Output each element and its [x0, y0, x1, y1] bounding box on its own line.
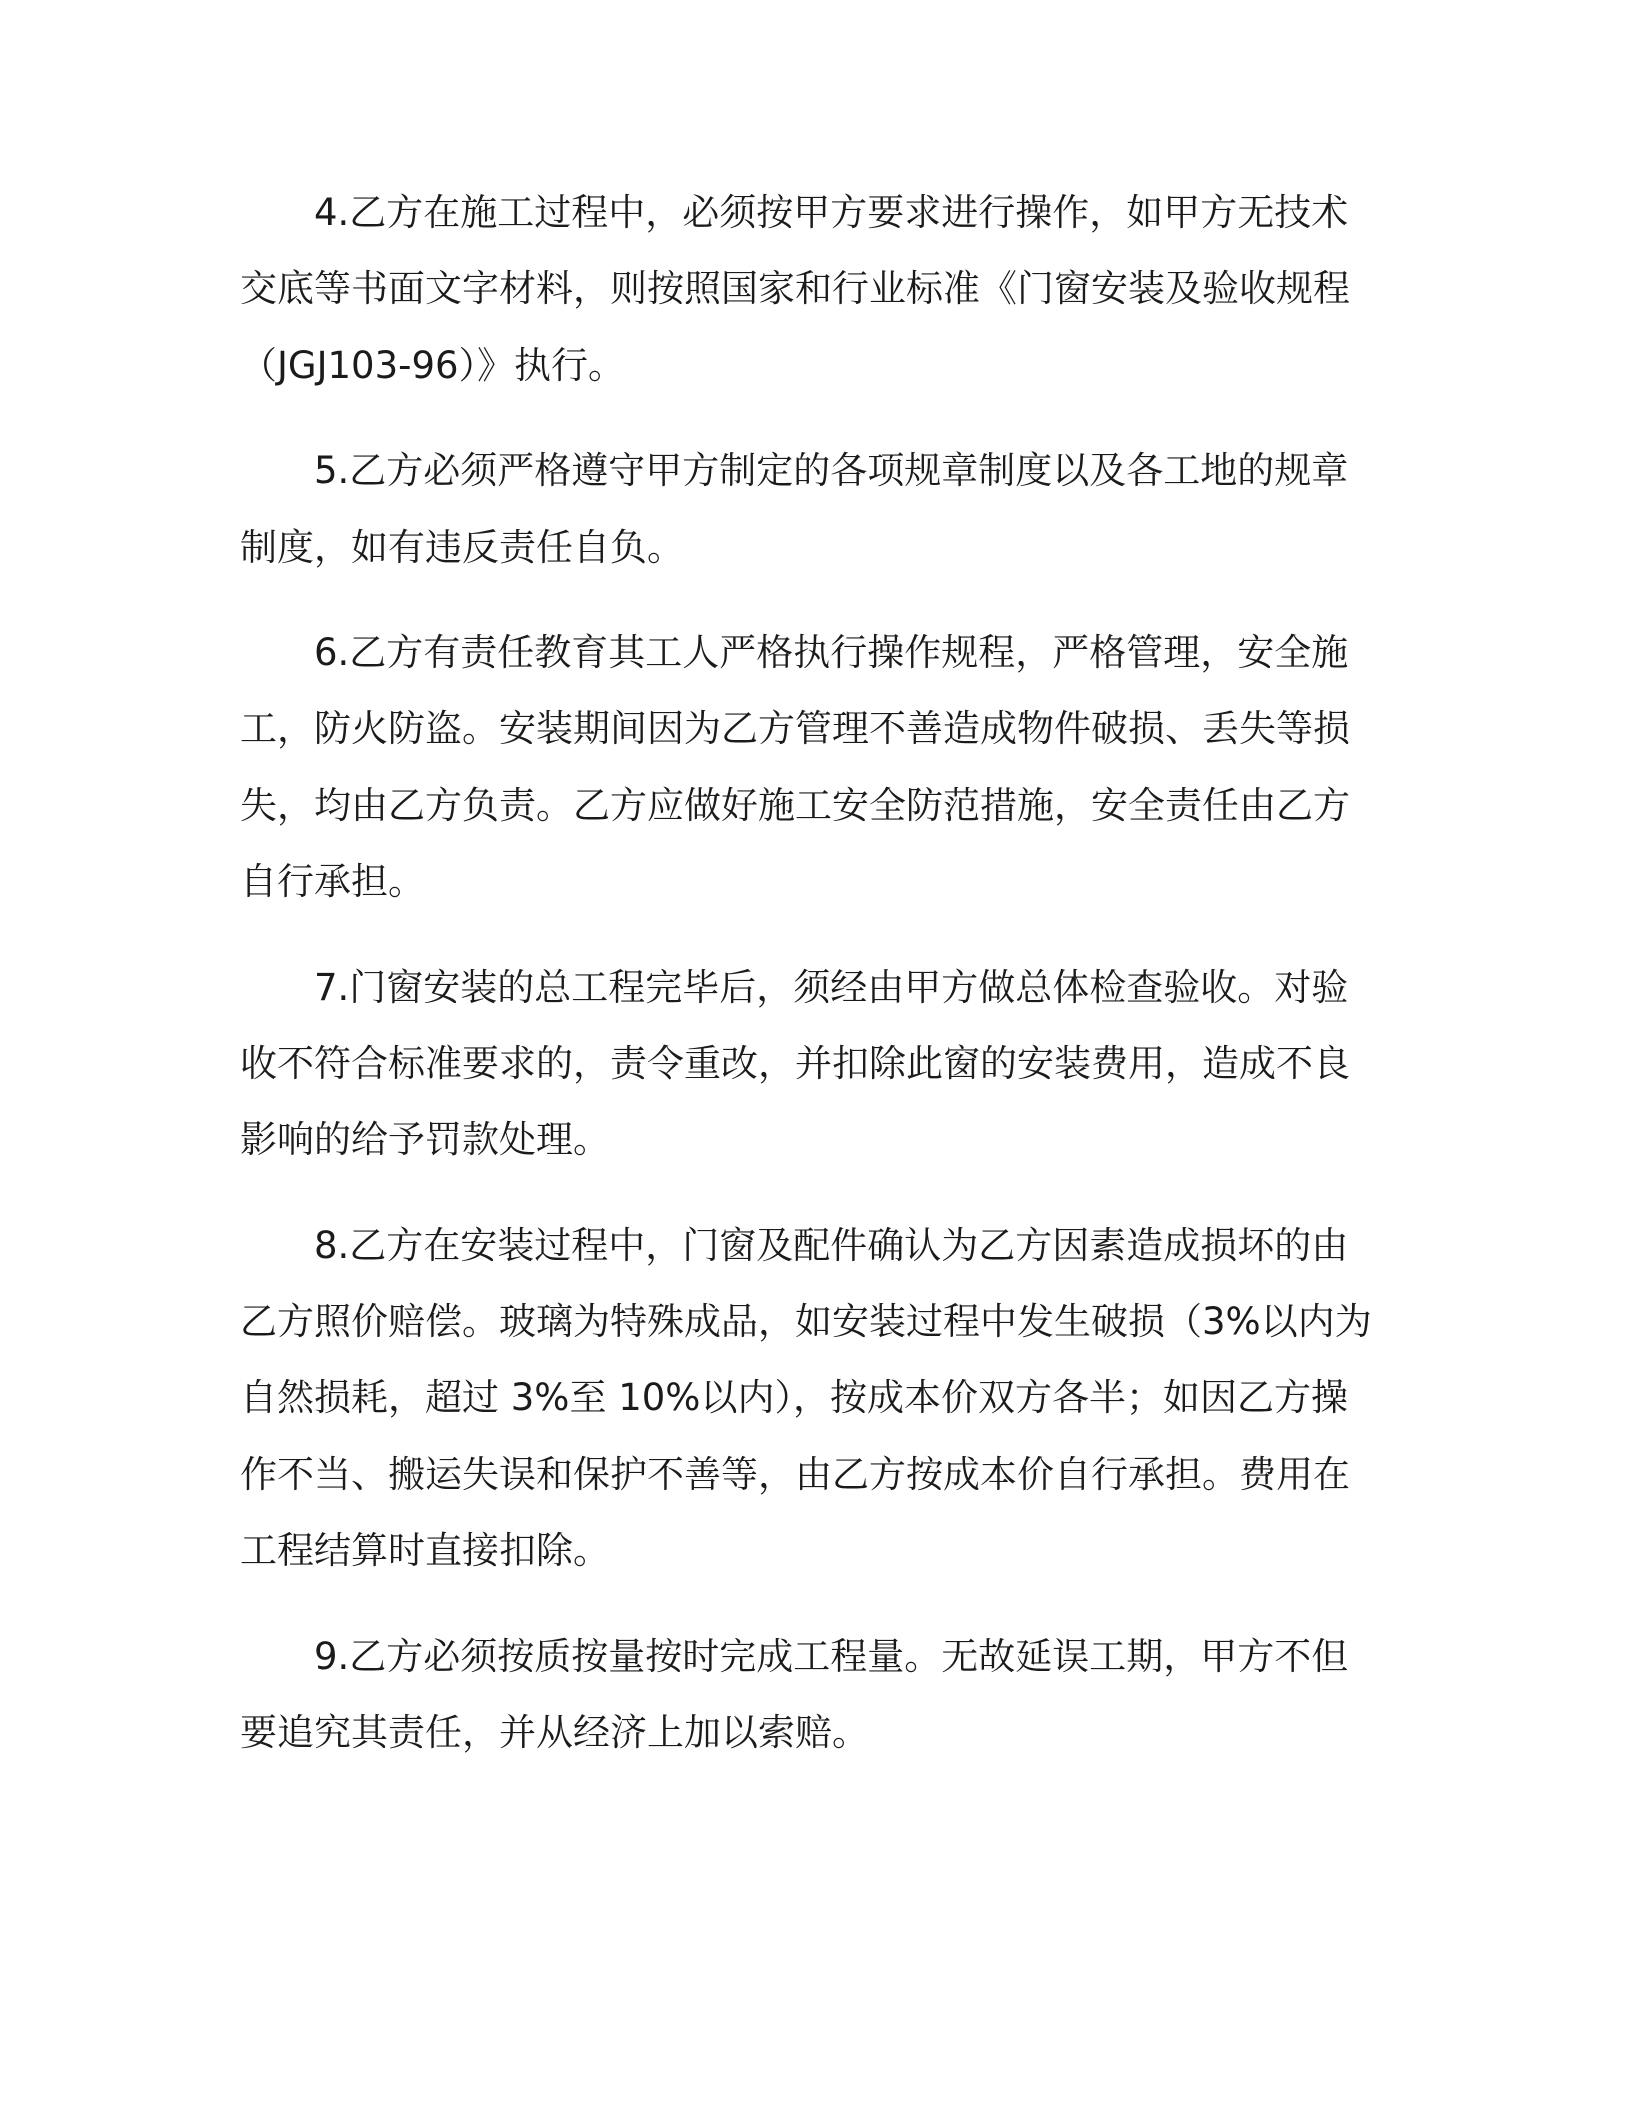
- clause-6: [240, 615, 1370, 921]
- clause-5: [240, 433, 1370, 586]
- text-line: 6.乙方有责任教育其工人严格执行操作规程，严格管理，安全施: [314, 630, 1349, 674]
- text-line: 4.乙方在施工过程中，必须按甲方要求进行操作，如甲方无技术: [314, 191, 1349, 234]
- text-line: 自行承担。: [240, 860, 425, 904]
- text-line: 8.乙方在安装过程中，门窗及配件确认为乙方因素造成损坏的由: [314, 1223, 1349, 1267]
- text-line: 失，均由乙方负责。乙方应做好施工安全防范措施，安全责任由乙方: [240, 783, 1350, 827]
- text-line: 工，防火防盗。安装期间因为乙方管理不善造成物件破损、丢失等损: [240, 707, 1350, 751]
- text-line: 制度，如有违反责任自负。: [240, 525, 684, 569]
- text-line: 作不当、搬运失误和保护不善等，由乙方按成本价自行承担。费用在: [240, 1452, 1350, 1496]
- text-line: 自然损耗，超过 3%至 10%以内），按成本价双方各半；如因乙方操: [240, 1376, 1348, 1420]
- document-body: [240, 175, 1370, 1800]
- text-line: 工程结算时直接扣除。: [240, 1529, 610, 1573]
- text-line: 乙方照价赔偿。玻璃为特殊成品，如安装过程中发生破损（3%以内为: [240, 1300, 1372, 1344]
- text-line: （JGJ103-96）》执行。: [240, 343, 626, 387]
- text-line: 收不符合标准要求的，责令重改，并扣除此窗的安装费用，造成不良: [240, 1041, 1350, 1085]
- text-line: 影响的给予罚款处理。: [240, 1118, 610, 1162]
- text-line: 要追究其责任，并从经济上加以索赔。: [240, 1711, 869, 1755]
- clause-8: [240, 1208, 1370, 1590]
- text-line: 交底等书面文字材料，则按照国家和行业标准《门窗安装及验收规程: [240, 267, 1350, 311]
- clause-4: [240, 175, 1370, 404]
- text-line: 5.乙方必须严格遵守甲方制定的各项规章制度以及各工地的规章: [314, 449, 1349, 493]
- clause-7: [240, 950, 1370, 1179]
- clause-9: [240, 1619, 1370, 1772]
- text-line: 7.门窗安装的总工程完毕后，须经由甲方做总体检查验收。对验: [314, 965, 1349, 1009]
- text-line: 9.乙方必须按质按量按时完成工程量。无故延误工期，甲方不但: [314, 1634, 1349, 1678]
